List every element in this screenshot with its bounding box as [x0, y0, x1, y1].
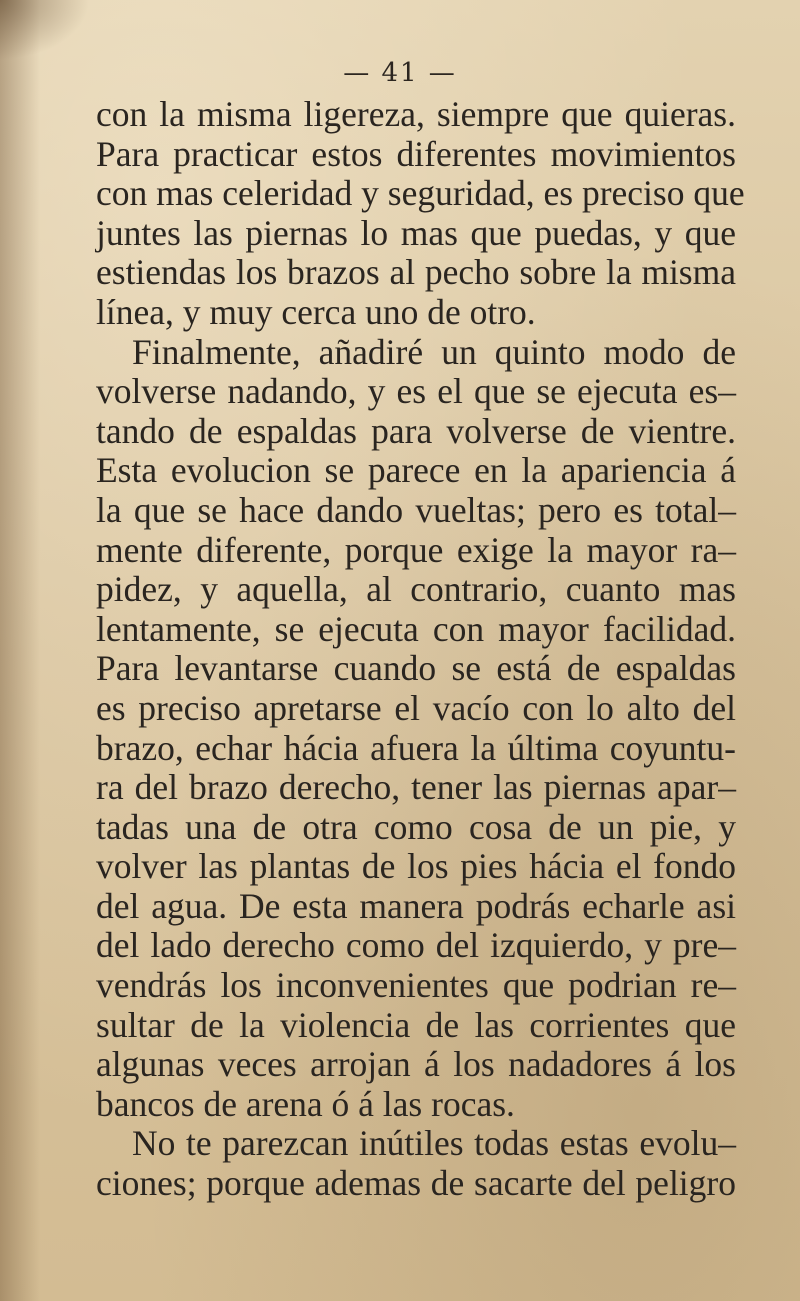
body-text: [96, 94, 745, 1204]
text-line: No te parezcan inútiles todas estas evolu–: [132, 1123, 736, 1164]
page-edge-shadow: [0, 0, 40, 1301]
corner-stain: [0, 0, 90, 60]
text-line: volver las plantas de los pies hácia el fondo: [96, 846, 736, 887]
text-line: tadas una de otra como cosa de un pie, y: [96, 806, 736, 847]
text-line: tando de espaldas para volverse de vientre.: [96, 410, 736, 451]
text-line: Para practicar estos diferentes movimientos: [96, 133, 736, 174]
text-line: con mas celeridad y seguridad, es preciso que: [96, 173, 745, 214]
text-line: estiendas los brazos al pecho sobre la misma: [96, 252, 736, 293]
text-line: volverse nadando, y es el que se ejecuta es–: [96, 371, 736, 412]
text-line: sultar de la violencia de las corrientes que: [96, 1004, 736, 1045]
page-number: — 41 —: [343, 58, 457, 88]
text-line: Esta evolucion se parece en la apariencia á: [96, 450, 736, 491]
text-line: juntes las piernas lo mas que puedas, y que: [96, 212, 736, 253]
text-line: algunas veces arrojan á los nadadores á los: [96, 1044, 736, 1085]
text-line: Para levantarse cuando se está de espaldas: [96, 648, 736, 689]
text-line: la que se hace dando vueltas; pero es total–: [96, 489, 736, 530]
text-line: Finalmente, añadiré un quinto modo de: [132, 331, 736, 372]
text-line: ra del brazo derecho, tener las piernas apar–: [96, 767, 736, 808]
text-line: es preciso apretarse el vacío con lo alto del: [96, 687, 736, 728]
text-line: del lado derecho como del izquierdo, y pre–: [96, 925, 736, 966]
text-line: con la misma ligereza, siempre que quieras.: [96, 94, 736, 134]
text-line: mente diferente, porque exige la mayor ra–: [96, 529, 736, 570]
text-line: pidez, y aquella, al contrario, cuanto mas: [96, 569, 736, 610]
text-line: vendrás los inconvenientes que podrian re–: [96, 965, 736, 1006]
text-line: ciones; porque ademas de sacarte del peligro: [96, 1163, 736, 1204]
text-line: brazo, echar hácia afuera la última coyuntu-: [96, 727, 736, 768]
text-line: del agua. De esta manera podrás echarle asi: [96, 885, 736, 926]
text-line: línea, y muy cerca uno de otro.: [96, 291, 536, 332]
text-line: bancos de arena ó á las rocas.: [96, 1083, 515, 1124]
text-line: lentamente, se ejecuta con mayor facilidad.: [96, 608, 736, 649]
